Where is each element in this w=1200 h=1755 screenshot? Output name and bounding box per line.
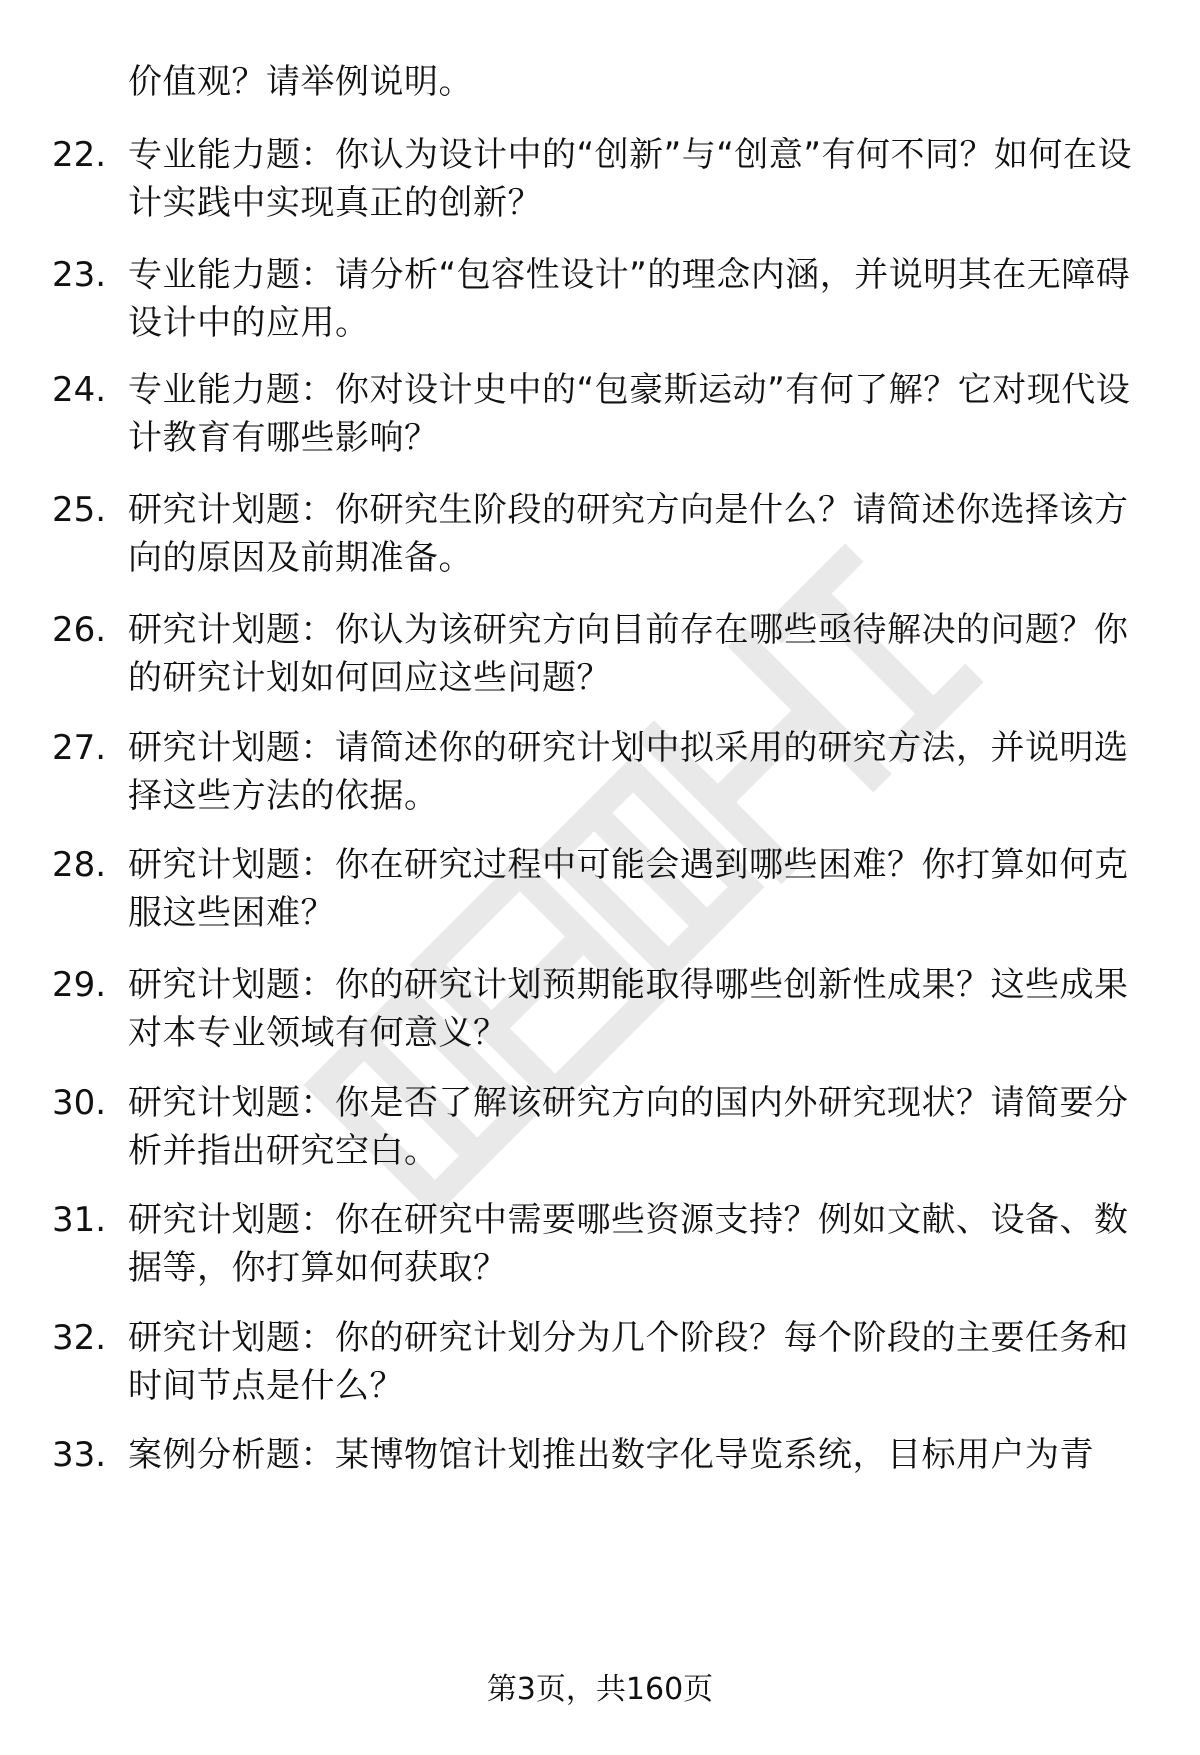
question-number: 28. — [52, 845, 107, 885]
question-number: 27. — [52, 728, 107, 768]
question-number: 24. — [52, 370, 107, 410]
question-text: 专业能力题：你对设计史中的“包豪斯运动”有何了解？它对现代设计教育有哪些影响？ — [128, 370, 1131, 458]
question-text: 研究计划题：你的研究计划预期能取得哪些创新性成果？这些成果对本专业领域有何意义？ — [128, 965, 1129, 1053]
question-text: 专业能力题：请分析“包容性设计”的理念内涵，并说明其在无障碍设计中的应用。 — [128, 255, 1131, 343]
question-number: 30. — [52, 1083, 107, 1123]
question-number: 33. — [52, 1435, 107, 1475]
question-text: 研究计划题：你的研究计划分为几个阶段？每个阶段的主要任务和时间节点是什么？ — [128, 1318, 1129, 1406]
question-text: 研究计划题：你在研究过程中可能会遇到哪些困难？你打算如何克服这些困难？ — [128, 845, 1129, 933]
question-text: 研究计划题：你研究生阶段的研究方向是什么？请简述你选择该方向的原因及前期准备。 — [128, 490, 1129, 578]
question-number: 26. — [52, 610, 107, 650]
question-text: 研究计划题：你认为该研究方向目前存在哪些亟待解决的问题？你的研究计划如何回应这些问题？ — [128, 610, 1129, 698]
question-text: 研究计划题：你是否了解该研究方向的国内外研究现状？请简要分析并指出研究空白。 — [128, 1083, 1129, 1171]
question-text: 研究计划题：请简述你的研究计划中拟采用的研究方法，并说明选择这些方法的依据。 — [128, 728, 1129, 816]
question-number: 31. — [52, 1200, 107, 1240]
question-number: 29. — [52, 965, 107, 1005]
question-text: 专业能力题：你认为设计中的“创新”与“创意”有何不同？如何在设计实践中实现真正的创新？ — [128, 135, 1132, 223]
question-number: 22. — [52, 135, 107, 175]
question-number: 25. — [52, 490, 107, 530]
page-footer: 第3页，共160页 — [486, 1672, 714, 1707]
question-text: 案例分析题：某博物馆计划推出数字化导览系统，目标用户为青 — [128, 1435, 1094, 1475]
question-text: 研究计划题：你在研究中需要哪些资源支持？例如文献、设备、数据等，你打算如何获取？ — [128, 1200, 1129, 1288]
continued-text: 价值观？请举例说明。 — [128, 62, 473, 102]
question-number: 23. — [52, 255, 107, 295]
question-number: 32. — [52, 1318, 107, 1358]
